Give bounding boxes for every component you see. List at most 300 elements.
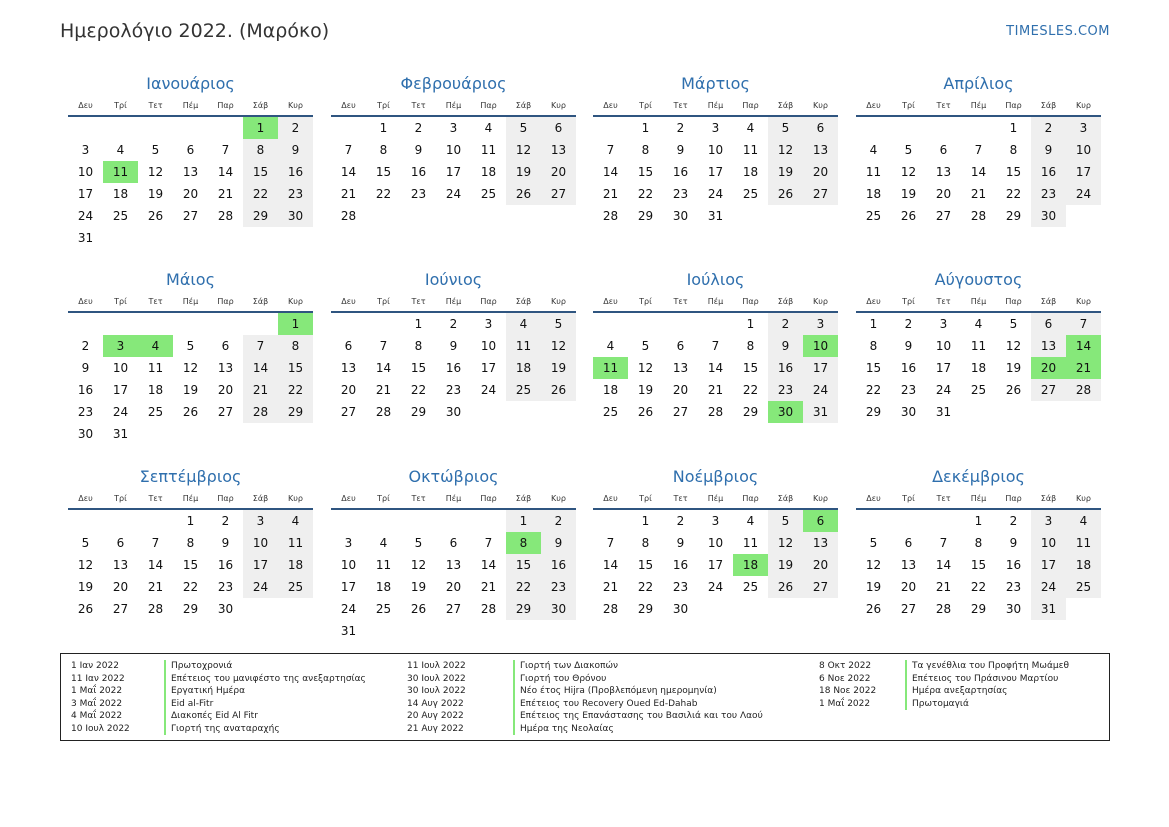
day-cell[interactable]: 24 [707,187,724,201]
day-cell[interactable]: 12 [541,335,576,357]
day-cell[interactable]: 16 [1031,161,1066,183]
day-cell[interactable]: 31 [1031,598,1066,620]
day-cell[interactable]: 5 [869,536,878,550]
day-cell[interactable]: 7 [484,536,493,550]
day-cell[interactable]: 11 [147,361,164,375]
day-cell[interactable]: 8 [379,143,388,157]
day-cell[interactable]: 9 [278,139,313,161]
day-cell[interactable]: 24 [445,187,462,201]
day-cell[interactable]: 24 [480,383,497,397]
day-cell[interactable]: 14 [340,165,357,179]
day-cell[interactable]: 15 [278,357,313,379]
day-cell[interactable]: 21 [243,379,278,401]
day-cell[interactable]: 17 [1066,161,1101,183]
day-cell[interactable]: 8 [1009,143,1018,157]
day-cell[interactable]: 19 [541,357,576,379]
day-cell[interactable]: 17 [935,361,952,375]
day-cell[interactable]: 1 [641,121,650,135]
day-cell[interactable]: 8 [746,339,755,353]
day-cell[interactable]: 24 [243,576,278,598]
day-cell[interactable]: 14 [480,558,497,572]
day-cell[interactable]: 27 [935,209,952,223]
day-cell[interactable]: 2 [676,514,685,528]
day-cell[interactable]: 1 [974,514,983,528]
day-cell[interactable]: 18 [1066,554,1101,576]
day-cell[interactable]: 7 [606,536,615,550]
day-cell[interactable]: 25 [602,405,619,419]
day-cell[interactable]: 15 [375,165,392,179]
day-cell[interactable]: 1 [186,514,195,528]
day-cell[interactable]: 6 [904,536,913,550]
day-cell[interactable]: 17 [707,558,724,572]
day-cell[interactable]: 9 [768,335,803,357]
day-cell[interactable]: 10 [1066,139,1101,161]
holiday-day[interactable]: 10 [803,335,838,357]
day-cell[interactable]: 27 [541,183,576,205]
day-cell[interactable]: 22 [1005,187,1022,201]
day-cell[interactable]: 20 [803,554,838,576]
day-cell[interactable]: 9 [676,143,685,157]
day-cell[interactable]: 10 [480,339,497,353]
day-cell[interactable]: 2 [414,121,423,135]
day-cell[interactable]: 22 [375,187,392,201]
day-cell[interactable]: 12 [1005,339,1022,353]
day-cell[interactable]: 13 [445,558,462,572]
day-cell[interactable]: 21 [602,580,619,594]
day-cell[interactable]: 30 [541,598,576,620]
day-cell[interactable]: 3 [344,536,353,550]
day-cell[interactable]: 1 [414,317,423,331]
day-cell[interactable]: 26 [77,602,94,616]
day-cell[interactable]: 5 [81,536,90,550]
day-cell[interactable]: 8 [186,536,195,550]
day-cell[interactable]: 12 [900,165,917,179]
day-cell[interactable]: 11 [742,143,759,157]
day-cell[interactable]: 29 [970,602,987,616]
holiday-day[interactable]: 6 [803,510,838,532]
day-cell[interactable]: 9 [541,532,576,554]
day-cell[interactable]: 25 [742,187,759,201]
day-cell[interactable]: 5 [904,143,913,157]
day-cell[interactable]: 20 [217,383,234,397]
day-cell[interactable]: 14 [970,165,987,179]
day-cell[interactable]: 8 [243,139,278,161]
day-cell[interactable]: 19 [637,383,654,397]
day-cell[interactable]: 22 [742,383,759,397]
day-cell[interactable]: 8 [974,536,983,550]
day-cell[interactable]: 30 [672,209,689,223]
day-cell[interactable]: 4 [869,143,878,157]
day-cell[interactable]: 19 [1005,361,1022,375]
day-cell[interactable]: 4 [1066,510,1101,532]
day-cell[interactable]: 29 [637,209,654,223]
day-cell[interactable]: 26 [900,209,917,223]
day-cell[interactable]: 2 [1031,117,1066,139]
day-cell[interactable]: 30 [77,427,94,441]
day-cell[interactable]: 27 [112,602,129,616]
day-cell[interactable]: 20 [112,580,129,594]
day-cell[interactable]: 9 [1031,139,1066,161]
day-cell[interactable]: 17 [112,383,129,397]
day-cell[interactable]: 6 [803,117,838,139]
day-cell[interactable]: 20 [672,383,689,397]
day-cell[interactable]: 4 [278,510,313,532]
day-cell[interactable]: 7 [243,335,278,357]
day-cell[interactable]: 27 [803,576,838,598]
day-cell[interactable]: 23 [217,580,234,594]
day-cell[interactable]: 20 [541,161,576,183]
day-cell[interactable]: 3 [1031,510,1066,532]
day-cell[interactable]: 25 [506,379,541,401]
day-cell[interactable]: 7 [1066,313,1101,335]
day-cell[interactable]: 25 [375,602,392,616]
day-cell[interactable]: 12 [637,361,654,375]
day-cell[interactable]: 31 [935,405,952,419]
day-cell[interactable]: 17 [445,165,462,179]
day-cell[interactable]: 4 [116,143,125,157]
day-cell[interactable]: 7 [606,143,615,157]
day-cell[interactable]: 23 [410,187,427,201]
day-cell[interactable]: 5 [768,117,803,139]
day-cell[interactable]: 28 [375,405,392,419]
day-cell[interactable]: 28 [147,602,164,616]
day-cell[interactable]: 15 [243,161,278,183]
day-cell[interactable]: 26 [1005,383,1022,397]
day-cell[interactable]: 13 [900,558,917,572]
day-cell[interactable]: 17 [243,554,278,576]
day-cell[interactable]: 19 [900,187,917,201]
day-cell[interactable]: 25 [970,383,987,397]
day-cell[interactable]: 3 [243,510,278,532]
day-cell[interactable]: 10 [445,143,462,157]
day-cell[interactable]: 4 [379,536,388,550]
day-cell[interactable]: 24 [1066,183,1101,205]
day-cell[interactable]: 20 [340,383,357,397]
day-cell[interactable]: 19 [182,383,199,397]
day-cell[interactable]: 9 [449,339,458,353]
day-cell[interactable]: 3 [81,143,90,157]
holiday-day[interactable]: 1 [278,313,313,335]
day-cell[interactable]: 18 [602,383,619,397]
day-cell[interactable]: 4 [746,121,755,135]
day-cell[interactable]: 29 [182,602,199,616]
day-cell[interactable]: 13 [340,361,357,375]
day-cell[interactable]: 5 [151,143,160,157]
day-cell[interactable]: 17 [1031,554,1066,576]
day-cell[interactable]: 1 [746,317,755,331]
day-cell[interactable]: 1 [379,121,388,135]
day-cell[interactable]: 29 [506,598,541,620]
day-cell[interactable]: 12 [506,139,541,161]
day-cell[interactable]: 27 [672,405,689,419]
day-cell[interactable]: 15 [742,361,759,375]
day-cell[interactable]: 2 [1009,514,1018,528]
day-cell[interactable]: 28 [935,602,952,616]
day-cell[interactable]: 2 [449,317,458,331]
day-cell[interactable]: 5 [541,313,576,335]
day-cell[interactable]: 5 [186,339,195,353]
day-cell[interactable]: 5 [641,339,650,353]
day-cell[interactable]: 19 [768,554,803,576]
day-cell[interactable]: 22 [410,383,427,397]
day-cell[interactable]: 18 [970,361,987,375]
day-cell[interactable]: 23 [278,183,313,205]
day-cell[interactable]: 15 [637,558,654,572]
day-cell[interactable]: 21 [480,580,497,594]
day-cell[interactable]: 26 [506,183,541,205]
day-cell[interactable]: 30 [672,602,689,616]
day-cell[interactable]: 20 [182,187,199,201]
day-cell[interactable]: 23 [768,379,803,401]
day-cell[interactable]: 18 [112,187,129,201]
day-cell[interactable]: 24 [112,405,129,419]
holiday-day[interactable]: 20 [1031,357,1066,379]
day-cell[interactable]: 5 [1009,317,1018,331]
day-cell[interactable]: 22 [506,576,541,598]
day-cell[interactable]: 16 [900,361,917,375]
day-cell[interactable]: 15 [970,558,987,572]
holiday-day[interactable]: 21 [1066,357,1101,379]
day-cell[interactable]: 2 [676,121,685,135]
day-cell[interactable]: 19 [865,580,882,594]
day-cell[interactable]: 27 [900,602,917,616]
day-cell[interactable]: 30 [1005,602,1022,616]
day-cell[interactable]: 24 [707,580,724,594]
day-cell[interactable]: 3 [711,514,720,528]
day-cell[interactable]: 2 [541,510,576,532]
day-cell[interactable]: 3 [484,317,493,331]
day-cell[interactable]: 13 [935,165,952,179]
day-cell[interactable]: 1 [506,510,541,532]
day-cell[interactable]: 16 [445,361,462,375]
day-cell[interactable]: 31 [340,624,357,638]
day-cell[interactable]: 3 [711,121,720,135]
day-cell[interactable]: 21 [970,187,987,201]
day-cell[interactable]: 23 [77,405,94,419]
day-cell[interactable]: 30 [278,205,313,227]
day-cell[interactable]: 12 [147,165,164,179]
day-cell[interactable]: 7 [344,143,353,157]
day-cell[interactable]: 3 [449,121,458,135]
day-cell[interactable]: 16 [278,161,313,183]
day-cell[interactable]: 19 [147,187,164,201]
day-cell[interactable]: 25 [147,405,164,419]
day-cell[interactable]: 16 [672,558,689,572]
day-cell[interactable]: 13 [112,558,129,572]
day-cell[interactable]: 10 [112,361,129,375]
day-cell[interactable]: 5 [414,536,423,550]
day-cell[interactable]: 6 [676,339,685,353]
site-link[interactable]: TIMESLES.COM [1006,24,1110,39]
day-cell[interactable]: 17 [480,361,497,375]
day-cell[interactable]: 10 [707,536,724,550]
day-cell[interactable]: 28 [340,209,357,223]
day-cell[interactable]: 4 [606,339,615,353]
day-cell[interactable]: 31 [803,401,838,423]
day-cell[interactable]: 9 [81,361,90,375]
day-cell[interactable]: 31 [77,231,94,245]
holiday-day[interactable]: 11 [593,357,628,379]
day-cell[interactable]: 10 [243,532,278,554]
day-cell[interactable]: 17 [707,165,724,179]
day-cell[interactable]: 25 [278,576,313,598]
holiday-day[interactable]: 11 [103,161,138,183]
day-cell[interactable]: 24 [77,209,94,223]
day-cell[interactable]: 29 [243,205,278,227]
day-cell[interactable]: 17 [340,580,357,594]
day-cell[interactable]: 8 [278,335,313,357]
day-cell[interactable]: 13 [803,532,838,554]
day-cell[interactable]: 9 [1009,536,1018,550]
day-cell[interactable]: 13 [217,361,234,375]
day-cell[interactable]: 10 [707,143,724,157]
day-cell[interactable]: 8 [641,143,650,157]
day-cell[interactable]: 11 [865,165,882,179]
day-cell[interactable]: 19 [410,580,427,594]
day-cell[interactable]: 6 [541,117,576,139]
day-cell[interactable]: 18 [742,165,759,179]
day-cell[interactable]: 25 [112,209,129,223]
day-cell[interactable]: 27 [217,405,234,419]
day-cell[interactable]: 14 [147,558,164,572]
day-cell[interactable]: 16 [410,165,427,179]
day-cell[interactable]: 11 [506,335,541,357]
day-cell[interactable]: 14 [243,357,278,379]
day-cell[interactable]: 7 [974,143,983,157]
day-cell[interactable]: 16 [217,558,234,572]
day-cell[interactable]: 28 [217,209,234,223]
day-cell[interactable]: 28 [602,602,619,616]
day-cell[interactable]: 24 [935,383,952,397]
day-cell[interactable]: 7 [221,143,230,157]
day-cell[interactable]: 13 [1031,335,1066,357]
day-cell[interactable]: 11 [278,532,313,554]
day-cell[interactable]: 14 [375,361,392,375]
day-cell[interactable]: 12 [768,139,803,161]
day-cell[interactable]: 9 [904,339,913,353]
day-cell[interactable]: 28 [602,209,619,223]
day-cell[interactable]: 6 [186,143,195,157]
day-cell[interactable]: 10 [935,339,952,353]
day-cell[interactable]: 30 [217,602,234,616]
day-cell[interactable]: 24 [340,602,357,616]
day-cell[interactable]: 12 [865,558,882,572]
day-cell[interactable]: 26 [410,602,427,616]
day-cell[interactable]: 11 [1066,532,1101,554]
day-cell[interactable]: 21 [935,580,952,594]
day-cell[interactable]: 2 [221,514,230,528]
day-cell[interactable]: 13 [803,139,838,161]
day-cell[interactable]: 15 [865,361,882,375]
day-cell[interactable]: 31 [707,209,724,223]
day-cell[interactable]: 6 [449,536,458,550]
day-cell[interactable]: 10 [1031,532,1066,554]
day-cell[interactable]: 22 [865,383,882,397]
day-cell[interactable]: 20 [803,161,838,183]
day-cell[interactable]: 13 [541,139,576,161]
day-cell[interactable]: 10 [340,558,357,572]
day-cell[interactable]: 14 [707,361,724,375]
day-cell[interactable]: 6 [344,339,353,353]
day-cell[interactable]: 22 [182,580,199,594]
day-cell[interactable]: 25 [1066,576,1101,598]
day-cell[interactable]: 4 [484,121,493,135]
day-cell[interactable]: 3 [939,317,948,331]
day-cell[interactable]: 22 [278,379,313,401]
day-cell[interactable]: 28 [243,401,278,423]
day-cell[interactable]: 19 [768,161,803,183]
day-cell[interactable]: 3 [1066,117,1101,139]
day-cell[interactable]: 29 [410,405,427,419]
day-cell[interactable]: 2 [768,313,803,335]
day-cell[interactable]: 13 [182,165,199,179]
day-cell[interactable]: 20 [445,580,462,594]
holiday-day[interactable]: 1 [243,117,278,139]
day-cell[interactable]: 4 [974,317,983,331]
day-cell[interactable]: 4 [506,313,541,335]
day-cell[interactable]: 27 [340,405,357,419]
day-cell[interactable]: 23 [672,187,689,201]
day-cell[interactable]: 15 [1005,165,1022,179]
day-cell[interactable]: 5 [768,510,803,532]
day-cell[interactable]: 6 [1031,313,1066,335]
day-cell[interactable]: 12 [182,361,199,375]
day-cell[interactable]: 27 [803,183,838,205]
day-cell[interactable]: 3 [803,313,838,335]
day-cell[interactable]: 23 [1031,183,1066,205]
day-cell[interactable]: 23 [672,580,689,594]
day-cell[interactable]: 14 [602,558,619,572]
day-cell[interactable]: 28 [970,209,987,223]
day-cell[interactable]: 24 [803,379,838,401]
day-cell[interactable]: 30 [445,405,462,419]
day-cell[interactable]: 18 [865,187,882,201]
day-cell[interactable]: 29 [637,602,654,616]
day-cell[interactable]: 19 [506,161,541,183]
day-cell[interactable]: 11 [742,536,759,550]
day-cell[interactable]: 28 [1066,379,1101,401]
day-cell[interactable]: 1 [1009,121,1018,135]
day-cell[interactable]: 5 [506,117,541,139]
day-cell[interactable]: 29 [1005,209,1022,223]
day-cell[interactable]: 30 [900,405,917,419]
day-cell[interactable]: 17 [77,187,94,201]
day-cell[interactable]: 17 [803,357,838,379]
day-cell[interactable]: 16 [77,383,94,397]
day-cell[interactable]: 7 [151,536,160,550]
day-cell[interactable]: 15 [637,165,654,179]
holiday-day[interactable]: 3 [103,335,138,357]
day-cell[interactable]: 27 [182,209,199,223]
day-cell[interactable]: 14 [217,165,234,179]
day-cell[interactable]: 16 [768,357,803,379]
day-cell[interactable]: 16 [1005,558,1022,572]
day-cell[interactable]: 21 [340,187,357,201]
day-cell[interactable]: 4 [746,514,755,528]
day-cell[interactable]: 9 [676,536,685,550]
day-cell[interactable]: 7 [711,339,720,353]
day-cell[interactable]: 28 [707,405,724,419]
day-cell[interactable]: 26 [865,602,882,616]
day-cell[interactable]: 23 [445,383,462,397]
day-cell[interactable]: 23 [900,383,917,397]
day-cell[interactable]: 1 [869,317,878,331]
day-cell[interactable]: 15 [182,558,199,572]
day-cell[interactable]: 18 [147,383,164,397]
day-cell[interactable]: 9 [414,143,423,157]
day-cell[interactable]: 11 [480,143,497,157]
day-cell[interactable]: 26 [541,379,576,401]
